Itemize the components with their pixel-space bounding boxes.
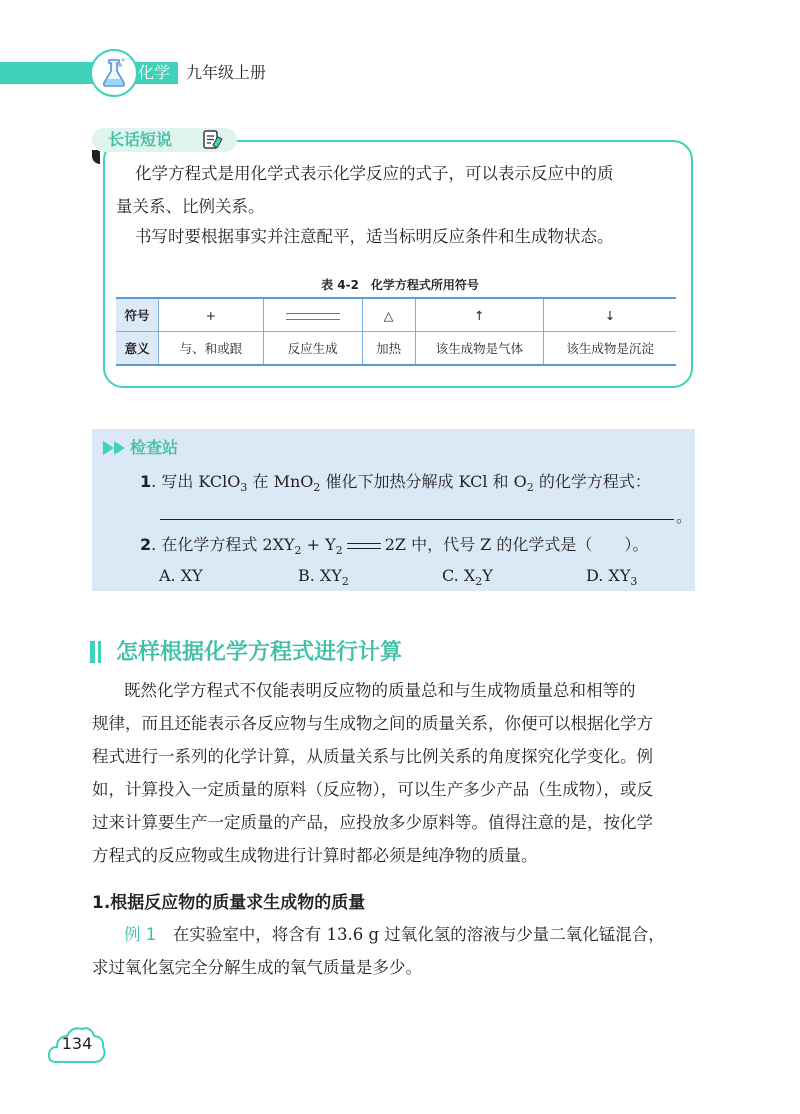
option-c (442, 564, 493, 590)
question-text: . 写出 KClO (151, 472, 241, 491)
option-b (298, 564, 349, 590)
notebook-pen-icon (200, 128, 224, 152)
table-cell: + (158, 298, 263, 332)
example-label: 例 1 (124, 925, 157, 944)
table-cell (263, 298, 362, 332)
option-text: B. XY (298, 566, 342, 585)
table-row (116, 332, 676, 366)
answer-end-mark: 。 (676, 507, 693, 526)
table-cell: 该生成物是气体 (415, 332, 544, 366)
check-station-title: 检查站 (130, 438, 179, 457)
question-2 (140, 533, 648, 559)
subscript: 2 (313, 481, 321, 494)
header-subject: 化学 (138, 63, 171, 82)
summary-tab-notch (92, 150, 100, 164)
page-number: 134 (61, 1034, 93, 1053)
body-line: 程式进行一系列的化学计算，从质量关系与比例关系的角度探究化学变化。例 (92, 747, 653, 766)
subscript: 2 (335, 544, 343, 557)
flask-logo-icon (90, 49, 138, 97)
subheading: 1.根据反应物的质量求生成物的质量 (92, 893, 366, 913)
question-text: . 在化学方程式 2XY (151, 535, 295, 554)
table-row (116, 298, 676, 332)
table-cell: 加热 (362, 332, 415, 366)
option-text: Y (482, 566, 493, 585)
subscript: 2 (294, 544, 302, 557)
subscript: 3 (240, 481, 248, 494)
table-cell: 反应生成 (263, 332, 362, 366)
reaction-equals-icon (347, 543, 381, 549)
section-title: 怎样根据化学方程式进行计算 (116, 639, 403, 665)
body-line: 过来计算要生产一定质量的产品，应投放多少原料等。值得注意的是，按化学 (92, 813, 653, 832)
table-cell: ↓ (544, 298, 676, 332)
subscript: 2 (341, 575, 349, 588)
question-number: 1 (140, 472, 152, 491)
question-1 (140, 470, 651, 496)
section-marker-icon (90, 641, 106, 663)
question-number: 2 (140, 535, 152, 554)
body-line: 方程式的反应物或生成物进行计算时都必须是纯净物的质量。 (92, 846, 538, 865)
question-text: 在 MnO (247, 472, 314, 491)
header-grade: 九年级上册 (186, 63, 267, 82)
table-cell: △ (362, 298, 415, 332)
option-text: D. XY (586, 566, 631, 585)
table-header-cell: 意义 (116, 332, 158, 366)
body-line: 如，计算投入一定质量的原料（反应物），可以生产多少产品（生成物），或反 (92, 780, 653, 799)
body-line: 既然化学方程式不仅能表明反应物的质量总和与生成物质量总和相等的 (124, 681, 636, 700)
example-line-2: 求过氧化氢完全分解生成的氧气质量是多少。 (92, 958, 422, 977)
subscript: 2 (526, 481, 534, 494)
question-text: 2Z 中，代号 Z 的化学式是（ ）。 (384, 535, 649, 554)
summary-tab-label: 长话短说 (108, 130, 173, 149)
double-line-symbol-icon (286, 313, 340, 320)
summary-paragraph-2: 书写时要根据事实并注意配平，适当标明反应条件和生成物状态。 (135, 227, 614, 246)
option-a: A. XY (159, 566, 203, 585)
table-header-cell: 符号 (116, 298, 158, 332)
table-cell: ↑ (415, 298, 544, 332)
answer-blank-line (160, 519, 674, 520)
double-arrow-icon (102, 440, 128, 456)
body-line: 规律，而且还能表示各反应物与生成物之间的质量关系，你便可以根据化学方 (92, 714, 653, 733)
summary-paragraph-1-line-2: 量关系、比例关系。 (116, 197, 265, 216)
question-text: + Y (301, 535, 336, 554)
subscript: 3 (630, 575, 638, 588)
table-cell: 该生成物是沉淀 (544, 332, 676, 366)
symbol-table (116, 297, 676, 366)
example-line-1 (124, 918, 704, 951)
summary-paragraph-1-line-1: 化学方程式是用化学式表示化学反应的式子，可以表示反应中的质 (135, 164, 614, 183)
table-cell: 与、和或跟 (158, 332, 263, 366)
question-text: 的化学方程式： (533, 472, 651, 491)
option-text: C. X (442, 566, 476, 585)
subscript: 2 (475, 575, 483, 588)
example-text: 在实验室中，将含有 13.6 g 过氧化氢的溶液与少量二氧化锰混合， (172, 925, 665, 944)
option-d (586, 564, 637, 590)
question-text: 催化下加热分解成 KCl 和 O (320, 472, 527, 491)
table-title: 表 4-2 化学方程式所用符号 (321, 278, 479, 292)
